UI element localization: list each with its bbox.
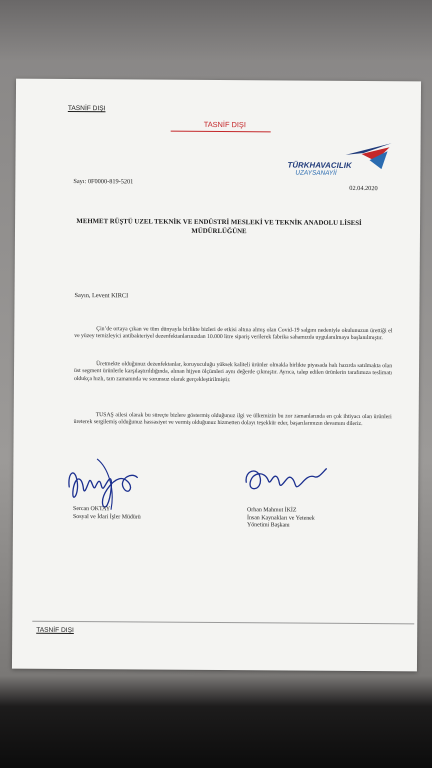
classification-header: TASNİF DIŞI xyxy=(203,119,246,130)
signatory-right-title-line2: Yönetimi Başkanı xyxy=(246,522,290,529)
salutation: Sayın, Levent KIRCI xyxy=(74,292,129,300)
recipient-heading: MEHMET RÜŞTÜ UZEL TEKNİK VE ENDÜSTRİ MESLEKİ VE TEKNİK ANADOLU LİSESİ MÜDÜRLÜĞÜNE xyxy=(76,218,362,236)
reference-number: Sayı: 0F0000-819-5201 xyxy=(73,177,134,186)
paragraph-2: Üretmekte olduğunuz dezenfektanlar, koruyuculuğu yüksek kaliteli ürünler olmakla birlikte piyasada halı hazırda satılmakta olan üst segment ürünlerle karşılaştırıldığında, alınan hijyen ölçümleri aynı değerde çıkmıştır. Ayrıca, talep edilen ürünlerin tarafımıza teslimatı oldukça hızlı, tam zamanında ve sorunsuz olarak gerçekleştirilmiştir. xyxy=(73,361,393,383)
signatory-right-block xyxy=(247,507,315,530)
signatory-right-name: Orhan Mahmut İKİZ xyxy=(247,507,297,514)
classification-top: TASNİF DIŞI xyxy=(67,104,106,113)
signatory-left-title: Sosyal ve İdari İşler Müdürü xyxy=(72,513,141,520)
header-divider xyxy=(171,131,271,133)
letter-paper xyxy=(12,79,421,672)
signatory-left-block xyxy=(73,506,141,521)
paragraph-3: TUSAŞ ailesi olarak bu süreçte bizlere göstermiş olduğunuz ilgi ve ülkemizin bu zor zamanlarında en çok ihtiyacı olan ürünleri üreterek sergilemiş olduğunuz hassasiyet ve vermiş olduğunuz hizmetten dolayı teşekkür eder, başarılarınızın devamını dileriz. xyxy=(73,412,392,428)
signature-right xyxy=(238,460,328,506)
paragraph-1: Çin’de ortaya çıkan ve tüm dünyayla birlikte bizleri de etkisi altına almış olan Covid-19 salgını nedeniyle okulunuzun ürettiği el ve yüzey temizleyici antibakteriyel dezenfektanlarınızdan 10.000 litre sipariş verilerek fabrika sahamızda uygulanılmaya başlanılmıştır. xyxy=(74,326,393,342)
signatory-right-title-line1: İnsan Kaynakları ve Yetenek xyxy=(246,514,315,522)
footer-divider xyxy=(32,621,414,625)
classification-bottom: TASNİF DIŞI xyxy=(36,626,74,635)
logo-text-line1: TÜRKHAVACILIK xyxy=(287,160,352,170)
logo-text-line2: UZAYSANAYİİ xyxy=(295,169,337,177)
letter-date: 02.04.2020 xyxy=(349,184,378,193)
signatory-left-name: Sercan OKTAY xyxy=(73,506,111,513)
